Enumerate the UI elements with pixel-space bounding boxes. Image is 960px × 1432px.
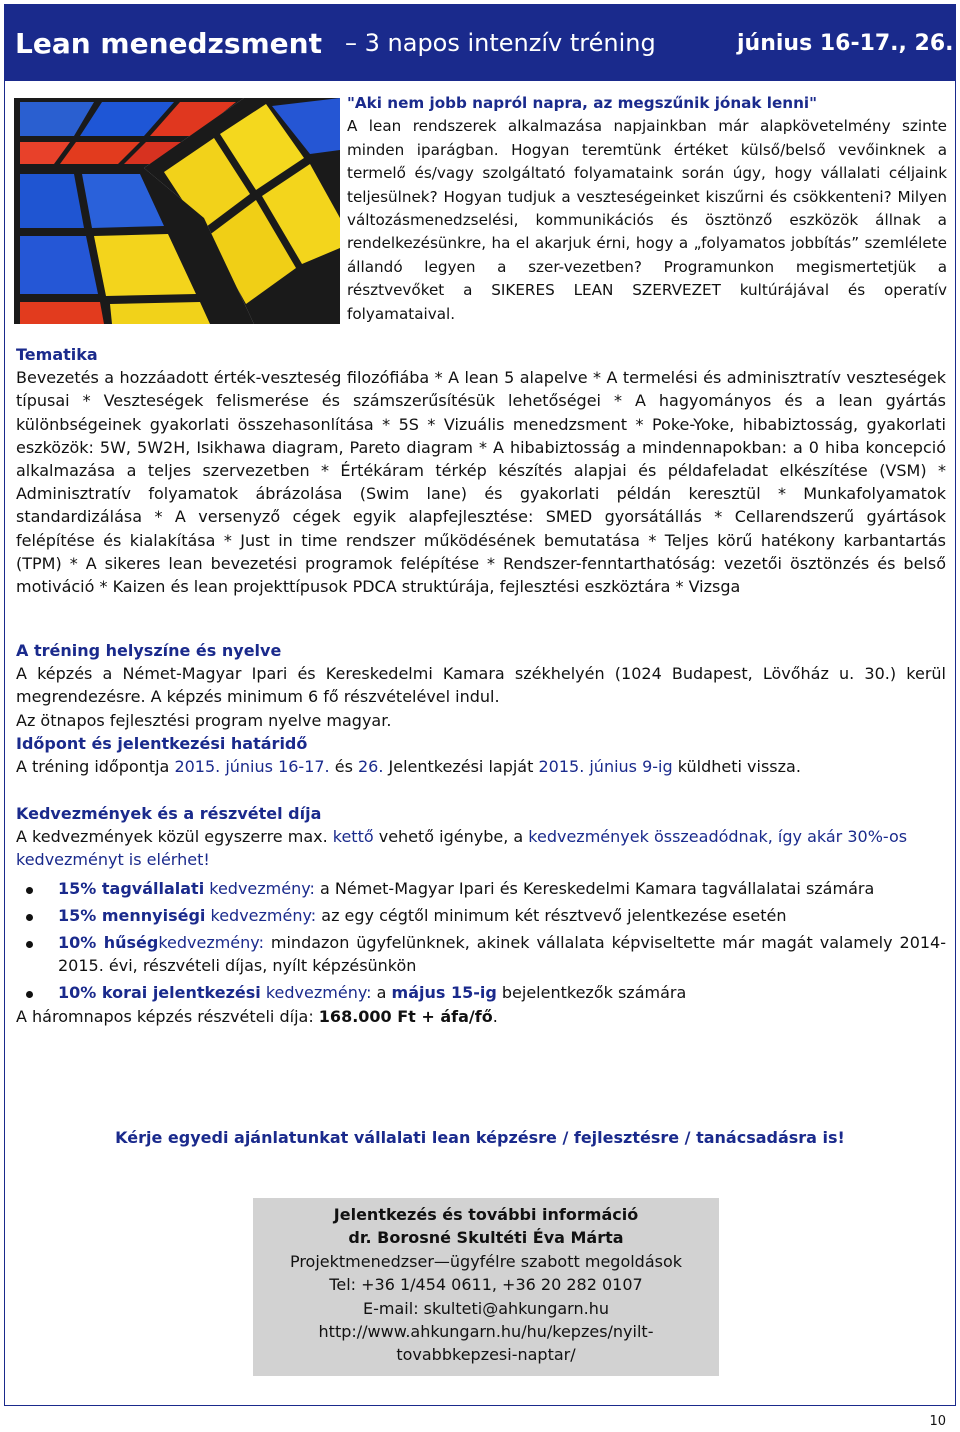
discount-max-count: kettő	[332, 827, 374, 847]
location-section	[16, 639, 946, 778]
deadline-part: A tréning időpontja	[16, 757, 175, 777]
page-number: 10	[929, 1414, 946, 1429]
bullet-icon	[26, 914, 33, 921]
contact-box	[253, 1198, 719, 1376]
discount-title: 15% tagvállalati	[58, 878, 205, 898]
contact-role: Projektmenedzser—ügyfélre szabott megoldások	[289, 1251, 683, 1271]
contact-heading: Jelentkezés és további információ	[333, 1205, 639, 1224]
discount-title: 10% hűség	[58, 933, 159, 953]
rubiks-cube-image	[14, 98, 340, 324]
discount-title: 10% korai jelentkezési	[58, 983, 261, 1003]
discount-desc: a	[371, 983, 392, 1003]
deadline-part: Jelentkezési lapját	[383, 757, 539, 777]
list-item	[16, 877, 946, 900]
list-item	[16, 904, 946, 927]
discount-desc: mindazon ügyfelünknek, akinek vállalata képviseltette már magát valamely 2014-2015. évi, részvételi díjas, nyílt képzésünkön	[58, 933, 946, 976]
intro-text: A lean rendszerek alkalmazása napjainkban már alapkövetelmény szinte minden iparágban. Hogyan teremtünk értéket külső/belső vevőinknek a termelő és/vagy szolgáltató folyamataink során úgy, hogy vállalati céljaink teljesülnek? Hogyan tudjuk a veszteségeinket kiszűrni és csökkenteni? Milyen változásmenedzselési, kommunikációs és ösztönző eszközök állnak a rendelkezésünkre, ha el akarjuk érni, hogy a „folyamatos jobbítás” szemlélete állandó legyen a szer-vezetben? Programunkon megismertetjük a résztvevőket a SIKERES LEAN SZERVEZET kultúrájával és operatív folyamataival.	[347, 117, 947, 323]
location-text: A képzés a Német-Magyar Ipari és Kereskedelmi Kamara székhelyén (1024 Budapest, Lövőház u. 30.) kerül megrendezésre. A képzés minimum 6 fő részvételével indul.	[16, 664, 946, 707]
discount-title: 15% mennyiségi	[58, 905, 206, 925]
application-deadline: 2015. június 9-ig	[538, 757, 673, 777]
language-text: Az ötnapos fejlesztési program nyelve magyar.	[16, 710, 392, 730]
banner-title: Lean menedzsment	[15, 27, 322, 60]
discount-intro-part: vehető igénybe, a	[373, 827, 529, 847]
banner-subtitle: – 3 napos intenzív tréning	[345, 29, 656, 57]
tematika-heading: Tematika	[16, 345, 98, 364]
contact-phone: Tel: +36 1/454 0611, +36 20 282 0107	[329, 1275, 643, 1295]
discount-label: kedvezmény:	[158, 933, 264, 953]
list-item	[16, 931, 946, 977]
deadline-part: küldheti vissza.	[672, 757, 801, 777]
deadline-part: és	[329, 757, 358, 777]
discount-list	[16, 877, 946, 1005]
training-date-2: 26.	[358, 757, 384, 777]
contact-name: dr. Borosné Skultéti Éva Márta	[348, 1228, 624, 1248]
fee-value: 168.000 Ft + áfa/fő	[318, 1006, 493, 1026]
discounts-section	[16, 802, 946, 1028]
banner-date: június 16-17., 26.	[737, 31, 954, 56]
discounts-heading: Kedvezmények és a részvétel díja	[16, 804, 322, 823]
contact-url[interactable]	[253, 1320, 719, 1367]
contact-url-line1[interactable]: http://www.ahkungarn.hu/hu/kepzes/nyilt-	[318, 1322, 654, 1342]
tematika-section	[16, 343, 946, 598]
intro-quote: "Aki nem jobb napról napra, az megszűnik jónak lenni"	[347, 94, 818, 112]
training-date-1: 2015. június 16-17.	[174, 757, 330, 777]
location-heading: A tréning helyszíne és nyelve	[16, 641, 282, 660]
tematika-text: Bevezetés a hozzáadott érték-veszteség filozófiába * A lean 5 alapelve * A termelési és adminisztratív veszteségek típusai * Veszteségek felismerése és számszerűsítésük lehetőségei * A hagyományos és a lean gyártás különbségeinek gyakorlati összehasonlítása * 5S * Vizuális menedzsment * Poke-Yoke, hibabiztosság, gyakorlati eszközök: 5W, 5W2H, Isikhawa diagram, Pareto diagram * A hibabiztosság a mindennapokban: a 0 hiba koncepció alkalmazása a teljes szervezetben * Értékáram térkép készítés alapjai és példafeladat elkészítése (VSM) * Adminisztratív folyamatok ábrázolása (Swim lane) és gyakorlati példán keresztül * Munkafolyamatok standardizálása * A versenyző cégek egyik alapfejlesztése: SMED gyorsátállás * Cellarendszerű gyártások felépítése és kialakítása * Just in time rendszer működésének bemutatása * Teljes körű hatékony karbantartás (TPM) * A sikeres lean bevezetési programok felépítése * Rendszer-fenntarthatóság: vezetői ösztönzés és belső motiváció * Kaizen és lean projekttípusok PDCA struktúrája, fejlesztési eszköztára * Vizsga	[16, 368, 946, 597]
title-banner	[5, 5, 955, 81]
fee-label: A háromnapos képzés részvételi díja:	[16, 1006, 319, 1026]
deadline-text	[16, 755, 946, 778]
intro-block	[347, 92, 947, 326]
discount-label: kedvezmény:	[204, 878, 315, 898]
offer-call-to-action: Kérje egyedi ajánlatunkat vállalati lean képzésre / fejlesztésre / tanácsadásra is!	[115, 1128, 845, 1147]
discount-desc: az egy cégtől minimum két résztvevő jelentkezése esetén	[316, 905, 787, 925]
fee-line	[16, 1005, 946, 1028]
fee-end: .	[492, 1006, 498, 1026]
contact-url-line2[interactable]: tovabbkepzesi-naptar/	[396, 1345, 576, 1365]
bullet-icon	[26, 991, 33, 998]
list-item	[16, 981, 946, 1004]
discounts-intro	[16, 825, 946, 871]
deadline-heading: Időpont és jelentkezési határidő	[16, 733, 308, 753]
contact-email[interactable]: E-mail: skulteti@ahkungarn.hu	[363, 1298, 609, 1318]
bullet-icon	[26, 941, 33, 948]
discount-desc: a Német-Magyar Ipari és Kereskedelmi Kamara tagvállalatai számára	[314, 878, 875, 898]
discount-intro-part: A kedvezmények közül egyszerre max.	[16, 827, 333, 847]
discount-label: kedvezmény:	[260, 983, 372, 1003]
early-deadline: május 15-ig	[391, 983, 497, 1003]
discount-label: kedvezmény:	[205, 905, 317, 925]
bullet-icon	[26, 887, 33, 894]
discount-desc: bejelentkezők számára	[496, 983, 687, 1003]
discount-cumulative-note: kedvezmények összeadódnak, így akár 30%-os kedvezményt is elérhet!	[16, 827, 908, 870]
